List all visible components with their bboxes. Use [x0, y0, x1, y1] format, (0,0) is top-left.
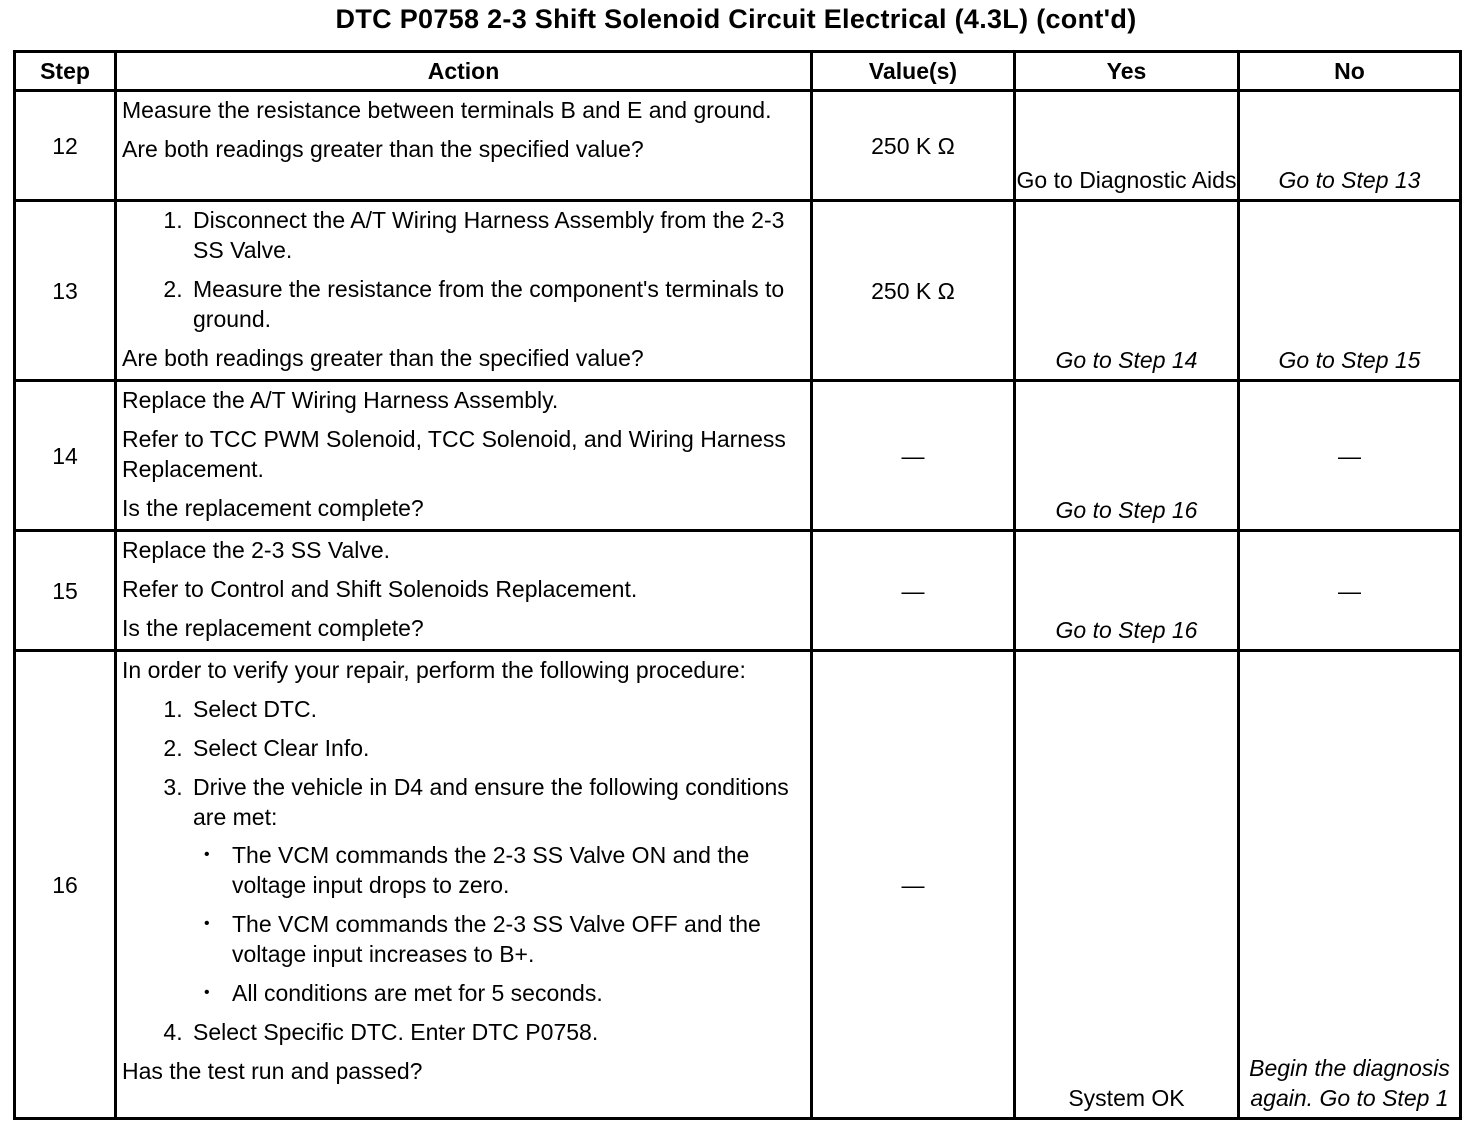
no-cell: — — [1239, 381, 1461, 531]
header-row — [15, 52, 1461, 91]
action-reference: Refer to Control and Shift Solenoids Replacement. — [122, 576, 638, 602]
step-number: 14 — [15, 381, 116, 531]
table-row — [15, 651, 1461, 1119]
no-cell: Go to Step 13 — [1239, 91, 1461, 201]
value-cell: 250 K Ω — [812, 91, 1015, 201]
step-number: 15 — [15, 531, 116, 651]
value-cell: — — [812, 651, 1015, 1119]
action-question: Has the test run and passed? — [122, 1058, 423, 1084]
action-question: Is the replacement complete? — [122, 495, 424, 521]
dtc-table — [13, 50, 1462, 1120]
procedure-item: 2. Select Clear Info. — [189, 733, 806, 763]
procedure-list — [122, 205, 806, 334]
action-text: Measure the resistance between terminals B and E and ground. — [122, 97, 772, 123]
header-yes: Yes — [1015, 52, 1239, 91]
page-title: DTC P0758 2-3 Shift Solenoid Circuit Electrical (4.3L) (cont'd) — [335, 4, 1137, 34]
condition-item: • The VCM commands the 2-3 SS Valve ON and the voltage input drops to zero. — [228, 840, 806, 900]
procedure-item: 1. Select DTC. — [189, 694, 806, 724]
step-number: 16 — [15, 651, 116, 1119]
header-no: No — [1239, 52, 1461, 91]
table-row — [15, 381, 1461, 531]
condition-list — [193, 840, 806, 1008]
procedure-item: 1. Disconnect the A/T Wiring Harness Assembly from the 2-3 SS Valve. — [189, 205, 806, 265]
condition-item: • All conditions are met for 5 seconds. — [228, 978, 806, 1008]
value-cell: — — [812, 381, 1015, 531]
yes-cell: Go to Diagnostic Aids — [1015, 91, 1239, 201]
procedure-list — [122, 694, 806, 1047]
header-action: Action — [116, 52, 812, 91]
procedure-item: 4. Select Specific DTC. Enter DTC P0758. — [189, 1017, 806, 1047]
value-cell: — — [812, 531, 1015, 651]
no-cell: Begin the diagnosis again. Go to Step 1 — [1239, 651, 1461, 1119]
yes-cell: Go to Step 16 — [1015, 381, 1239, 531]
yes-cell: System OK — [1015, 651, 1239, 1119]
yes-cell: Go to Step 14 — [1015, 201, 1239, 381]
action-reference: Refer to TCC PWM Solenoid, TCC Solenoid, and Wiring Harness Replacement. — [122, 426, 786, 482]
action-cell — [116, 91, 812, 201]
action-cell — [116, 381, 812, 531]
action-cell — [116, 201, 812, 381]
no-cell: — — [1239, 531, 1461, 651]
table-row — [15, 91, 1461, 201]
procedure-item — [189, 772, 806, 1008]
yes-cell: Go to Step 16 — [1015, 531, 1239, 651]
condition-item: • The VCM commands the 2-3 SS Valve OFF and the voltage input increases to B+. — [228, 909, 806, 969]
procedure-item-text: Drive the vehicle in D4 and ensure the following conditions are met: — [193, 774, 789, 830]
procedure-item: 2. Measure the resistance from the component's terminals to ground. — [189, 274, 806, 334]
action-question: Are both readings greater than the specified value? — [122, 345, 644, 371]
no-cell: Go to Step 15 — [1239, 201, 1461, 381]
action-cell — [116, 531, 812, 651]
step-number: 13 — [15, 201, 116, 381]
table-row — [15, 531, 1461, 651]
action-question: Is the replacement complete? — [122, 615, 424, 641]
action-text: In order to verify your repair, perform the following procedure: — [122, 657, 746, 683]
header-values: Value(s) — [812, 52, 1015, 91]
action-cell — [116, 651, 812, 1119]
action-text: Replace the 2-3 SS Valve. — [122, 537, 391, 563]
value-cell: 250 K Ω — [812, 201, 1015, 381]
step-number: 12 — [15, 91, 116, 201]
action-question: Are both readings greater than the specified value? — [122, 136, 644, 162]
action-text: Replace the A/T Wiring Harness Assembly. — [122, 387, 559, 413]
table-row — [15, 201, 1461, 381]
header-step: Step — [15, 52, 116, 91]
